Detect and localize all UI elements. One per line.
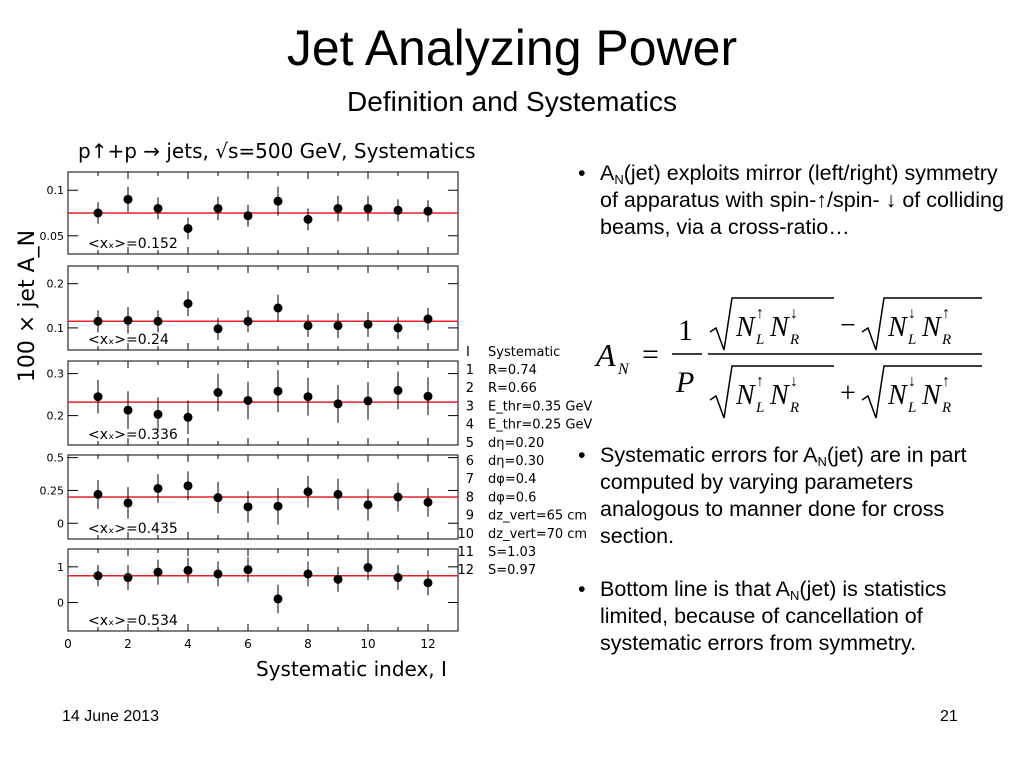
legend-entry: dφ=0.6 (488, 490, 537, 506)
legend-entry: dz_vert=65 cm (488, 508, 588, 524)
bullet-3: • Bottom line is that $A_N(jet)$ is statistics limited, because of cancellation of systematic errors from symmetry. (578, 577, 947, 655)
legend-entry: R=0.66 (488, 381, 537, 397)
data-point (274, 304, 283, 313)
data-point (214, 204, 223, 213)
panel-label: <xₓ>=0.24 (88, 332, 169, 348)
data-point (154, 204, 163, 213)
data-point (394, 386, 403, 395)
data-point (184, 481, 193, 490)
x-tick-label: 6 (244, 637, 252, 651)
legend-index: 9 (465, 508, 474, 524)
legend-entry: S=1.03 (488, 545, 537, 560)
formula-l: L (908, 400, 917, 416)
data-point (94, 571, 103, 580)
data-point (394, 206, 403, 215)
analyzing-power-formula (590, 288, 990, 424)
formula-r: R (942, 332, 952, 348)
data-point (364, 320, 373, 329)
panel-label: <xₓ>=0.435 (88, 521, 178, 537)
bullet-dot: • (578, 577, 586, 601)
y-tick-label: 0.3 (46, 367, 64, 381)
page-number: 21 (940, 708, 958, 725)
formula-n: N (736, 312, 755, 343)
formula-lhs-sub: N (618, 361, 629, 378)
data-point (154, 317, 163, 326)
formula-down: ↓ (790, 373, 798, 390)
formula-n: N (922, 312, 941, 343)
y-tick-label: 0.5 (46, 451, 64, 465)
data-point (364, 204, 373, 213)
x-tick-label: 4 (184, 637, 192, 651)
formula-plus: + (840, 378, 856, 409)
x-tick-label: 12 (420, 637, 436, 651)
legend-entry: dφ=0.4 (488, 472, 537, 488)
formula-l: L (756, 400, 765, 416)
formula-up: ↑ (942, 373, 950, 390)
x-tick-label: 8 (304, 637, 312, 651)
data-point (394, 493, 403, 502)
formula-l: L (908, 332, 917, 348)
data-point (124, 573, 133, 582)
x-tick-label: 0 (64, 637, 72, 651)
formula-n: N (888, 380, 907, 411)
y-tick-label: 0.1 (46, 184, 64, 198)
formula-down: ↓ (908, 305, 916, 322)
bullet-dot: • (578, 443, 586, 467)
formula-r: R (790, 400, 800, 416)
formula-n: N (922, 380, 941, 411)
data-point (304, 321, 313, 330)
data-point (244, 317, 253, 326)
legend-header-index: I (466, 345, 470, 360)
chart-title: p↑+p → jets, √s=500 GeV, Systematics (78, 139, 476, 163)
legend-index: 5 (465, 435, 474, 451)
panel-label: <xₓ>=0.336 (88, 427, 178, 443)
slide-subtitle: Definition and Systematics (347, 86, 677, 117)
y-tick-label: 0 (57, 596, 64, 610)
data-point (94, 392, 103, 401)
y-tick-label: 0.1 (46, 321, 64, 335)
y-tick-label: 0 (57, 517, 64, 531)
data-point (334, 575, 343, 584)
data-point (364, 396, 373, 405)
data-point (304, 392, 313, 401)
data-point (244, 502, 253, 511)
y-tick-label: 1 (57, 560, 64, 574)
y-tick-label: 0.05 (39, 229, 64, 243)
data-point (424, 498, 433, 507)
y-tick-label: 0.2 (46, 277, 64, 291)
data-point (364, 563, 373, 572)
data-point (124, 498, 133, 507)
data-point (394, 323, 403, 332)
systematics-chart (0, 128, 593, 688)
data-point (334, 490, 343, 499)
data-point (154, 410, 163, 419)
data-point (214, 388, 223, 397)
data-point (424, 578, 433, 587)
data-point (334, 321, 343, 330)
data-point (154, 484, 163, 493)
data-point (214, 493, 223, 502)
data-point (94, 490, 103, 499)
formula-p: P (676, 366, 695, 399)
data-point (214, 324, 223, 333)
data-point (304, 487, 313, 496)
data-point (154, 568, 163, 577)
data-point (394, 573, 403, 582)
legend-header-label: Systematic (488, 345, 561, 360)
data-point (124, 316, 133, 325)
data-point (184, 224, 193, 233)
formula-n: N (736, 380, 755, 411)
data-point (424, 392, 433, 401)
data-point (244, 396, 253, 405)
data-point (304, 215, 313, 224)
formula-l: L (756, 332, 765, 348)
legend-index: 8 (465, 490, 474, 506)
legend-index: 6 (465, 454, 474, 469)
bullet-2: • Systematic errors for $A_N(jet)$ are in part computed by varying parameters analogous to manner done for cross section. (578, 443, 967, 548)
y-tick-label: 0.2 (46, 409, 64, 423)
legend-index: 1 (465, 363, 474, 378)
formula-equals: = (642, 338, 659, 371)
data-point (364, 500, 373, 509)
formula-up: ↑ (942, 305, 950, 322)
data-point (124, 195, 133, 204)
data-point (424, 207, 433, 216)
data-point (124, 406, 133, 415)
panel-label: <xₓ>=0.152 (88, 236, 178, 252)
legend-index: 2 (465, 381, 474, 397)
formula-lhs: A (596, 337, 616, 373)
data-point (94, 317, 103, 326)
data-point (274, 197, 283, 206)
formula-n: N (888, 312, 907, 343)
formula-minus: − (840, 310, 856, 341)
formula-up: ↑ (756, 305, 764, 322)
slide-title: Jet Analyzing Power (286, 20, 738, 76)
formula-down: ↓ (790, 305, 798, 322)
panel-label: <xₓ>=0.534 (88, 613, 178, 629)
legend-index: 3 (465, 399, 474, 415)
data-point (334, 204, 343, 213)
data-point (274, 594, 283, 603)
formula-one: 1 (678, 314, 693, 347)
data-point (214, 569, 223, 578)
legend-index: 12 (457, 563, 474, 579)
formula-down: ↓ (908, 373, 916, 390)
x-tick-label: 10 (360, 637, 376, 651)
data-point (424, 315, 433, 324)
legend-index: 11 (457, 545, 474, 560)
formula-r: R (942, 400, 952, 416)
x-axis-label: Systematic index, I (256, 657, 447, 681)
legend-index: 10 (457, 526, 474, 542)
data-point (304, 569, 313, 578)
legend-entry: E_thr=0.25 GeV (488, 417, 593, 433)
data-point (244, 565, 253, 574)
legend-entry: R=0.74 (488, 363, 537, 378)
y-tick-label: 0.25 (39, 484, 64, 498)
x-tick-label: 2 (124, 637, 132, 651)
legend-entry: S=0.97 (488, 563, 537, 579)
bullet-1: • $A_N(jet)$ exploits mirror (left/right) symmetry of apparatus with spin-↑/spin- ↓ of colliding beams, via a cross-ratio… (578, 161, 1004, 239)
data-point (334, 399, 343, 408)
legend-entry: dη=0.20 (488, 435, 545, 451)
formula-n: N (770, 380, 789, 411)
data-point (274, 502, 283, 511)
legend-entry: dη=0.30 (488, 454, 545, 469)
legend-entry: E_thr=0.35 GeV (488, 399, 593, 415)
data-point (184, 413, 193, 422)
formula-up: ↑ (756, 373, 764, 390)
data-point (274, 387, 283, 396)
data-point (184, 566, 193, 575)
y-axis-label: 100 × jet A_N (15, 229, 40, 383)
data-point (94, 209, 103, 218)
data-point (184, 299, 193, 308)
legend-index: 7 (465, 472, 474, 488)
legend-entry: dz_vert=70 cm (488, 526, 588, 542)
bullet-dot: • (578, 161, 586, 185)
formula-n: N (770, 312, 789, 343)
data-point (244, 211, 253, 220)
formula-r: R (790, 332, 800, 348)
footer-date: 14 June 2013 (62, 708, 159, 725)
legend-index: 4 (465, 417, 474, 433)
